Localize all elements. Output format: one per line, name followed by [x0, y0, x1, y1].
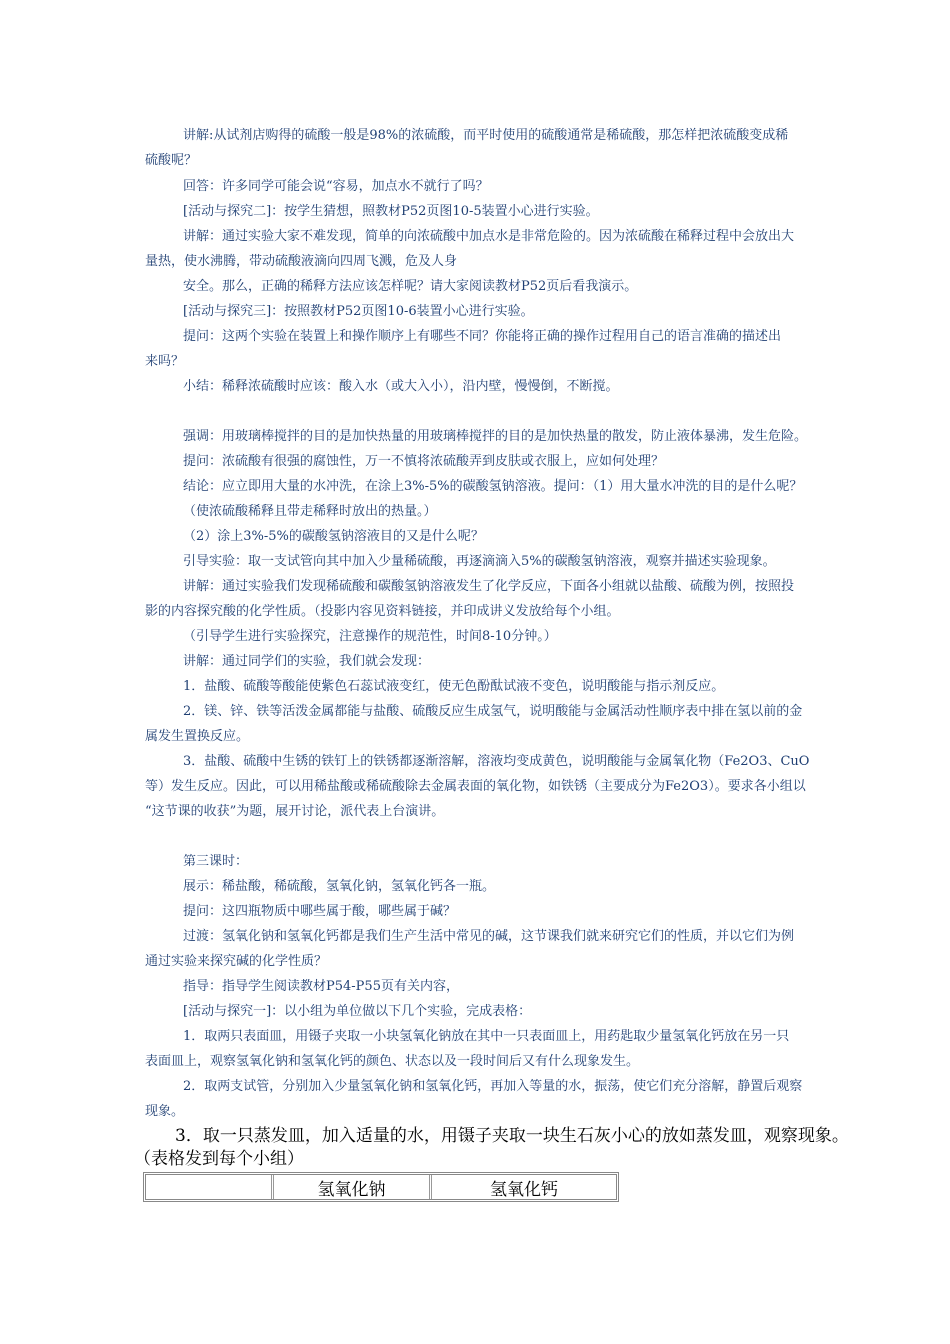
text-line: 通过实验来探究碱的化学性质？	[145, 954, 328, 969]
table-header-cell	[146, 1175, 274, 1199]
text-line: 提问：这两个实验在装置上和操作顺序上有哪些不同？你能将正确的操作过程用自己的语言准确的描述出	[183, 329, 782, 344]
text-line: 表面皿上，观察氢氧化钠和氢氧化钙的颜色、状态以及一段时间后又有什么现象发生。	[145, 1054, 640, 1069]
text-line: 过渡：氢氧化钠和氢氧化钙都是我们生产生活中常见的碱，这节课我们就来研究它们的性质，并以它们为例	[183, 929, 795, 944]
text-line: （引导学生进行实验探究，注意操作的规范性，时间8-10分钟。）	[183, 629, 557, 644]
text-line: 影的内容探究酸的化学性质。（投影内容见资料链接，并印成讲义发放给每个小组。	[145, 604, 620, 619]
text-line: 等）发生反应。因此，可以用稀盐酸或稀硫酸除去金属表面的氧化物，如铁锈（主要成分为Fe2O3）。要求各小组以	[145, 779, 806, 794]
text-line: 展示：稀盐酸，稀硫酸，氢氧化钠，氢氧化钙各一瓶。	[183, 879, 496, 894]
text-line: 硫酸呢？	[145, 153, 198, 168]
text-line: （表格发到每个小组）	[134, 1149, 304, 1169]
text-line: （2）涂上3%-5%的碳酸氢钠溶液目的又是什么呢？	[183, 529, 484, 544]
text-line: 小结：稀释浓硫酸时应该：酸入水（或大入小），沿内壁，慢慢倒，不断搅。	[183, 379, 619, 394]
text-line: 安全。那么，正确的稀释方法应该怎样呢？请大家阅读教材P52页后看我演示。	[183, 279, 638, 294]
text-line: 引导实验：取一支试管向其中加入少量稀硫酸，再逐滴滴入5%的碳酸氢钠溶液，观察并描述实验现象。	[183, 554, 776, 569]
text-line: 指导：指导学生阅读教材P54-P55页有关内容，	[183, 979, 459, 994]
text-line: 第三课时：	[183, 854, 249, 869]
text-line: 来吗？	[145, 354, 185, 369]
text-line: 讲解:从试剂店购得的硫酸一般是98%的浓硫酸，而平时使用的硫酸通常是稀硫酸，那怎样把浓硫酸变成稀	[183, 128, 789, 143]
text-line: 讲解：通过同学们的实验，我们就会发现：	[183, 654, 431, 669]
text-line: 2．镁、锌、铁等活泼金属都能与盐酸、硫酸反应生成氢气，说明酸能与金属活动性顺序表中排在氢以前的金	[183, 704, 803, 719]
text-line: 3．盐酸、硫酸中生锈的铁钉上的铁锈都逐渐溶解，溶液均变成黄色，说明酸能与金属氧化物（Fe2O3、CuO	[183, 754, 810, 769]
text-line: 2．取两支试管，分别加入少量氢氧化钠和氢氧化钙，再加入等量的水，振荡，使它们充分溶解，静置后观察	[183, 1079, 803, 1094]
text-line: 回答：许多同学可能会说“容易，加点水不就行了吗？	[183, 179, 489, 194]
text-line: 强调：用玻璃棒搅拌的目的是加快热量的用玻璃棒搅拌的目的是加快热量的散发，防止液体暴沸，发生危险。	[183, 429, 808, 444]
text-line: 属发生置换反应。	[145, 729, 250, 744]
text-line: 量热，使水沸腾，带动硫酸液滴向四周飞溅，危及人身	[145, 254, 458, 269]
text-line: 提问：浓硫酸有很强的腐蚀性，万一不慎将浓硫酸弄到皮肤或衣服上，应如何处理？	[183, 454, 665, 469]
text-line: [活动与探究三]：按照教材P52页图10-6装置小心进行实验。	[183, 304, 534, 319]
text-line: 讲解：通过实验大家不难发现，简单的向浓硫酸中加点水是非常危险的。因为浓硫酸在稀释过程中会放出大	[183, 229, 795, 244]
text-line: [活动与探究一]：以小组为单位做以下几个实验，完成表格：	[183, 1004, 532, 1019]
table-header-cell: 氢氧化钙	[490, 1179, 558, 1200]
text-line: 讲解：通过实验我们发现稀硫酸和碳酸氢钠溶液发生了化学反应，下面各小组就以盐酸、硫酸为例，按照投	[183, 579, 795, 594]
text-line: 1．盐酸、硫酸等酸能使紫色石蕊试液变红，使无色酚酞试液不变色，说明酸能与指示剂反应。	[183, 679, 725, 694]
results-table	[143, 1172, 619, 1202]
text-line: 提问：这四瓶物质中哪些属于酸，哪些属于碱？	[183, 904, 457, 919]
text-line: 3．取一只蒸发皿，加入适量的水，用镊子夹取一块生石灰小心的放如蒸发皿，观察现象。	[175, 1126, 849, 1146]
text-line: [活动与探究二]：按学生猜想，照教材P52页图10-5装置小心进行实验。	[183, 204, 599, 219]
text-line: （使浓硫酸稀释且带走稀释时放出的热量。）	[183, 504, 437, 519]
text-line: 1．取两只表面皿，用镊子夹取一小块氢氧化钠放在其中一只表面皿上，用药匙取少量氢氧化钙放在另一只	[183, 1029, 790, 1044]
text-line: “这节课的收获”为题，展开讨论，派代表上台演讲。	[145, 804, 445, 819]
text-line: 现象。	[145, 1104, 185, 1119]
text-line: 结论：应立即用大量的水冲洗，在涂上3%-5%的碳酸氢钠溶液。提问：（1）用大量水冲洗的目的是什么呢？	[183, 479, 803, 494]
table-header-cell: 氢氧化钠	[274, 1175, 432, 1199]
